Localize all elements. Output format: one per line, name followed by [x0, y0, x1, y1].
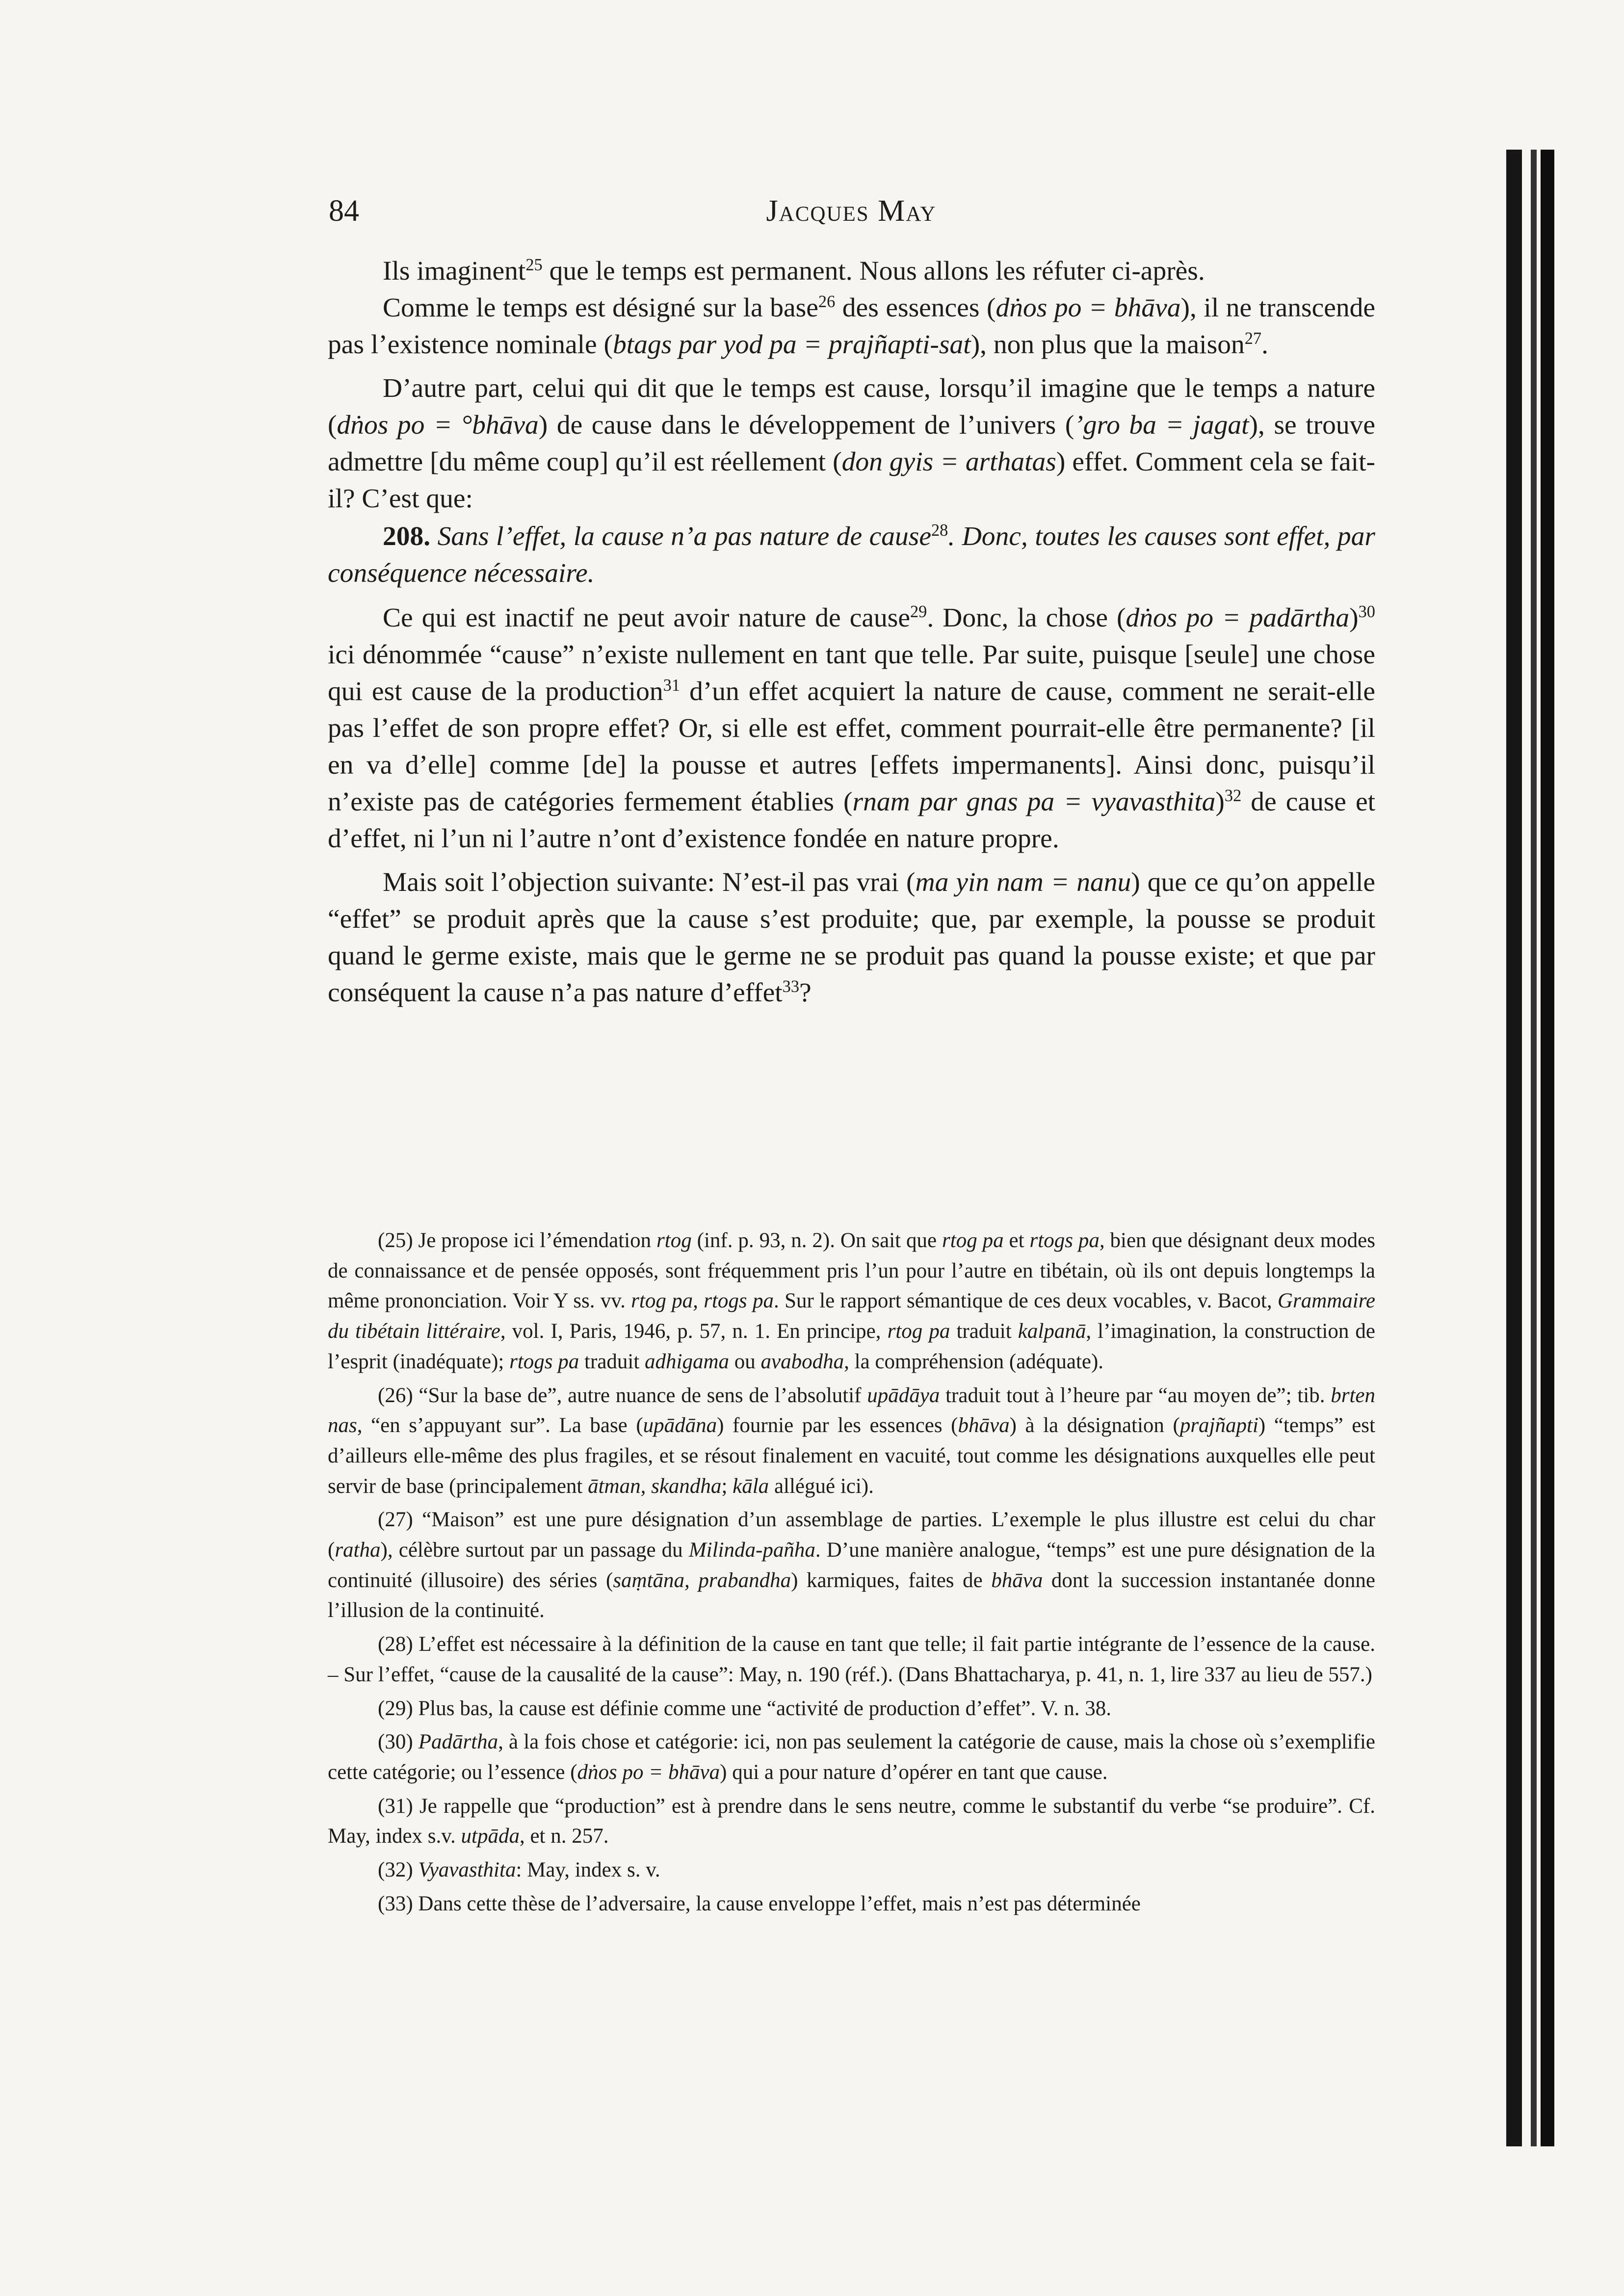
thesis-text: Sans l’effet, la cause n’a pas nature de cause	[430, 522, 931, 551]
paragraph	[328, 864, 1375, 1011]
text-run: .	[1261, 330, 1268, 360]
text-run: de cause et d’effet, ni l’un ni l’autre n’ont d’existence fondée en nature propre.	[328, 787, 1376, 854]
italic-term: Vyavasthita	[418, 1858, 516, 1882]
text-run: bien que désignant deux modes de connaissance et de pensée opposés, sont fréquemment pris l’un pour l’autre en tibétain, où ils ont depuis longtemps la même prononciation. Voir Y ss. vv.	[328, 1229, 1375, 1313]
italic-term: Padārtha	[418, 1730, 498, 1754]
footnote-29	[328, 1694, 1375, 1724]
italic-term: dṅos po = bhāva	[577, 1760, 720, 1784]
italic-term: btags par yod pa = prajñapti-sat	[613, 330, 971, 360]
footnote-33	[328, 1889, 1375, 1919]
italic-term: don gyis = arthatas	[841, 447, 1056, 477]
text-run: ) qui a pour nature d’opérer en tant que cause.	[720, 1760, 1108, 1784]
text-run: d’un effet acquiert la nature de cause, comment ne serait-elle pas l’effet de son propre effet? Or, si elle est effet, comment pourrait-elle être permanente? [il en va d’elle] comme [de] la pousse et autres [effets impermanents]. Ainsi donc, puisqu’il n’existe pas de catégories fermement établies (	[328, 677, 1375, 817]
text-run: (29) Plus bas, la cause est définie comme une “activité de production d’effet”. V. n. 38.	[378, 1696, 1112, 1720]
italic-term: ma yin nam = nanu	[915, 867, 1131, 897]
text-run: ) fournie par les essences (	[717, 1414, 958, 1437]
text-run: dont la succession instantanée donne l’illusion de la continuité.	[328, 1568, 1376, 1622]
text-run: ), célèbre surtout par un passage du	[380, 1539, 689, 1562]
text-run: des essences (	[835, 293, 996, 323]
text-run: Ils imaginent	[383, 256, 526, 286]
italic-term: Milinda-pañha	[688, 1539, 815, 1562]
italic-term: bhāva	[991, 1568, 1043, 1592]
italic-term: rtog pa	[887, 1320, 950, 1343]
text-run: et	[1003, 1229, 1030, 1252]
text-run: , à la fois chose et catégorie: ici, non pas seulement la catégorie de cause, mais la chose où s’exemplifie cette catégorie; ou l’essence (	[328, 1730, 1375, 1784]
paragraph	[328, 289, 1375, 363]
text-run: ?	[799, 978, 812, 1008]
running-title: Jacques May	[766, 194, 937, 228]
italic-term: dṅos po = bhāva	[995, 293, 1181, 323]
text-run: . Donc, la chose (	[927, 603, 1126, 633]
text-run: ), il ne transcende pas l’existence nominale (	[328, 293, 1375, 360]
thesis-208	[328, 518, 1375, 592]
footnote-25	[328, 1226, 1375, 1377]
text-run: (28) L’effet est nécessaire à la définition de la cause en tant que telle; il fait partie intégrante de l’essence de la cause. – Sur l’effet, “cause de la causalité de la cause”: May, n. 190 (réf.). (Dans Bhattacharya, p. 41, n. 1, lire 337 au lieu de 557.)	[328, 1633, 1375, 1686]
text-run: traduit	[950, 1320, 1018, 1343]
italic-term: rtog pa, rtogs pa	[631, 1289, 774, 1313]
text-run: D’autre part, celui qui dit que le temps est cause, lorsqu’il imagine que le temps a nature (	[328, 373, 1375, 440]
text-run: Ce qui est inactif ne peut avoir nature de cause	[383, 603, 910, 633]
text-run: (27) “Maison” est une pure désignation d’un assemblage de parties. L’exemple le plus illustre est celui du char (	[328, 1508, 1375, 1562]
text-run: , la compréhension (adéquate).	[844, 1350, 1104, 1373]
footnote-ref: 33	[782, 977, 800, 996]
italic-term: adhigama	[645, 1350, 730, 1373]
text-run: ) karmiques, faites de	[791, 1568, 992, 1592]
footnotes	[328, 1226, 1375, 1919]
footnote-28	[328, 1629, 1375, 1690]
text-run: ;	[721, 1474, 733, 1498]
text-run: (inf. p. 93, n. 2). On sait que	[691, 1229, 943, 1252]
italic-term: rtogs pa	[509, 1350, 579, 1373]
text-run: : May, index s. v.	[516, 1858, 660, 1882]
paragraph	[328, 253, 1375, 289]
text-run: )	[1349, 603, 1359, 633]
text-run: (25) Je propose ici l’émendation	[378, 1229, 657, 1252]
text-run: que le temps est permanent. Nous allons les réfuter ci-après.	[542, 256, 1205, 286]
footnote-ref: 29	[910, 602, 927, 622]
binding-edge-bar	[1531, 150, 1537, 2146]
footnote-ref: 28	[931, 521, 948, 540]
footnote-ref: 32	[1224, 786, 1242, 806]
page-header	[329, 194, 1374, 238]
main-text	[328, 253, 1375, 1011]
text-run: (26) “Sur la base de”, autre nuance de sens de l’absolutif	[378, 1383, 867, 1407]
paragraph	[328, 370, 1375, 517]
italic-term: rtog pa	[942, 1229, 1004, 1252]
text-run: traduit tout à l’heure par “au moyen de”; tib.	[940, 1383, 1331, 1407]
text-run: ici dénommée “cause” n’existe nullement en tant que telle. Par suite, puisque [seule] une chose qui est cause de la production	[328, 640, 1375, 706]
italic-term: ratha	[335, 1539, 381, 1562]
footnote-26	[328, 1381, 1375, 1502]
footnote-ref: 27	[1244, 329, 1262, 348]
thesis-text: . Donc, toutes les causes sont effet, par conséquence nécessaire.	[328, 522, 1376, 588]
italic-term: ātman, skandha	[588, 1474, 722, 1498]
text-run: ) à la désignation (	[1009, 1414, 1180, 1437]
italic-term: dṅos po = padārtha	[1126, 603, 1350, 633]
italic-term: prajñapti	[1179, 1414, 1258, 1437]
italic-term: upādāya	[867, 1383, 940, 1407]
paragraph	[328, 600, 1375, 857]
italic-term: brten nas	[328, 1383, 1375, 1437]
footnote-ref: 26	[818, 292, 836, 312]
text-run: ), non plus que la maison	[970, 330, 1245, 360]
text-run: (32)	[378, 1858, 419, 1882]
binding-edge-bar	[1506, 150, 1522, 2146]
text-run: , vol. I, Paris, 1946, p. 57, n. 1. En principe,	[500, 1320, 888, 1343]
text-run: , l’imagination, la construction de l’esprit (inadéquate);	[328, 1320, 1375, 1373]
text-run: . Sur le rapport sémantique de ces deux vocables, v. Bacot,	[774, 1289, 1278, 1313]
footnote-30	[328, 1727, 1375, 1787]
text-run: . D’une manière analogue, “temps” est une pure désignation de la continuité (illusoire) des séries (	[328, 1539, 1375, 1592]
italic-term: ’gro ba = jagat	[1074, 410, 1249, 440]
italic-term: rtog	[656, 1229, 692, 1252]
footnote-ref: 30	[1358, 602, 1375, 622]
italic-term: upādāna	[643, 1414, 717, 1437]
italic-term: bhāva	[958, 1414, 1010, 1437]
text-run: , et n. 257.	[519, 1825, 609, 1848]
text-run: ) de cause dans le développement de l’univers (	[538, 410, 1074, 440]
page-number: 84	[329, 194, 359, 228]
text-run: ) que ce qu’on appelle “effet” se produit après que la cause s’est produite; que, par exemple, la pousse se produit quand le germe existe, mais que le germe ne se produit pas quand la pousse existe; et que par conséquent la cause n’a pas nature d’effet	[328, 867, 1376, 1008]
footnote-27	[328, 1505, 1375, 1626]
italic-term: dṅos po = °bhāva	[337, 410, 539, 440]
italic-term: kāla	[733, 1474, 769, 1498]
italic-term: rtogs pa,	[1029, 1229, 1105, 1252]
text-run: allégué ici).	[769, 1474, 874, 1498]
thesis-number: 208.	[383, 522, 431, 551]
footnote-32	[328, 1855, 1375, 1885]
text-run: Mais soit l’objection suivante: N’est-il pas vrai (	[383, 867, 916, 897]
text-run: )	[1215, 787, 1225, 817]
text-run: (33) Dans cette thèse de l’adversaire, la cause enveloppe l’effet, mais n’est pas déterminée	[378, 1892, 1141, 1915]
text-run: , “en s’appuyant sur”. La base (	[357, 1414, 643, 1437]
italic-term: utpāda	[461, 1825, 520, 1848]
italic-term: rnam par gnas pa = vyavasthita	[852, 787, 1216, 817]
text-run: Comme le temps est désigné sur la base	[383, 293, 818, 323]
italic-term: Grammaire du tibétain littéraire	[328, 1289, 1375, 1343]
text-run: (31) Je rappelle que “production” est à prendre dans le sens neutre, comme le substantif du verbe “se produire”. Cf. May, index s.v.	[328, 1794, 1375, 1848]
footnote-ref: 31	[663, 676, 681, 695]
italic-term: saṃtāna, prabandha	[613, 1568, 791, 1592]
italic-term: kalpanā	[1018, 1320, 1086, 1343]
footnote-ref: 25	[525, 256, 543, 275]
text-run: (30)	[378, 1730, 419, 1754]
text-run: ou	[729, 1350, 761, 1373]
text-run: traduit	[579, 1350, 645, 1373]
text-run: ) effet. Comment cela se fait-il? C’est que:	[328, 447, 1375, 514]
footnote-31	[328, 1791, 1375, 1852]
text-run: ), se trouve admettre [du même coup] qu’il est réellement (	[328, 410, 1376, 477]
binding-edge-bar	[1541, 150, 1554, 2146]
italic-term: avabodha	[760, 1350, 844, 1373]
text-run: ) “temps” est d’ailleurs elle-même des plus fragiles, et se résout finalement en vacuité, tout comme les désignations auxquelles elle peut servir de base (principalement	[328, 1414, 1375, 1498]
